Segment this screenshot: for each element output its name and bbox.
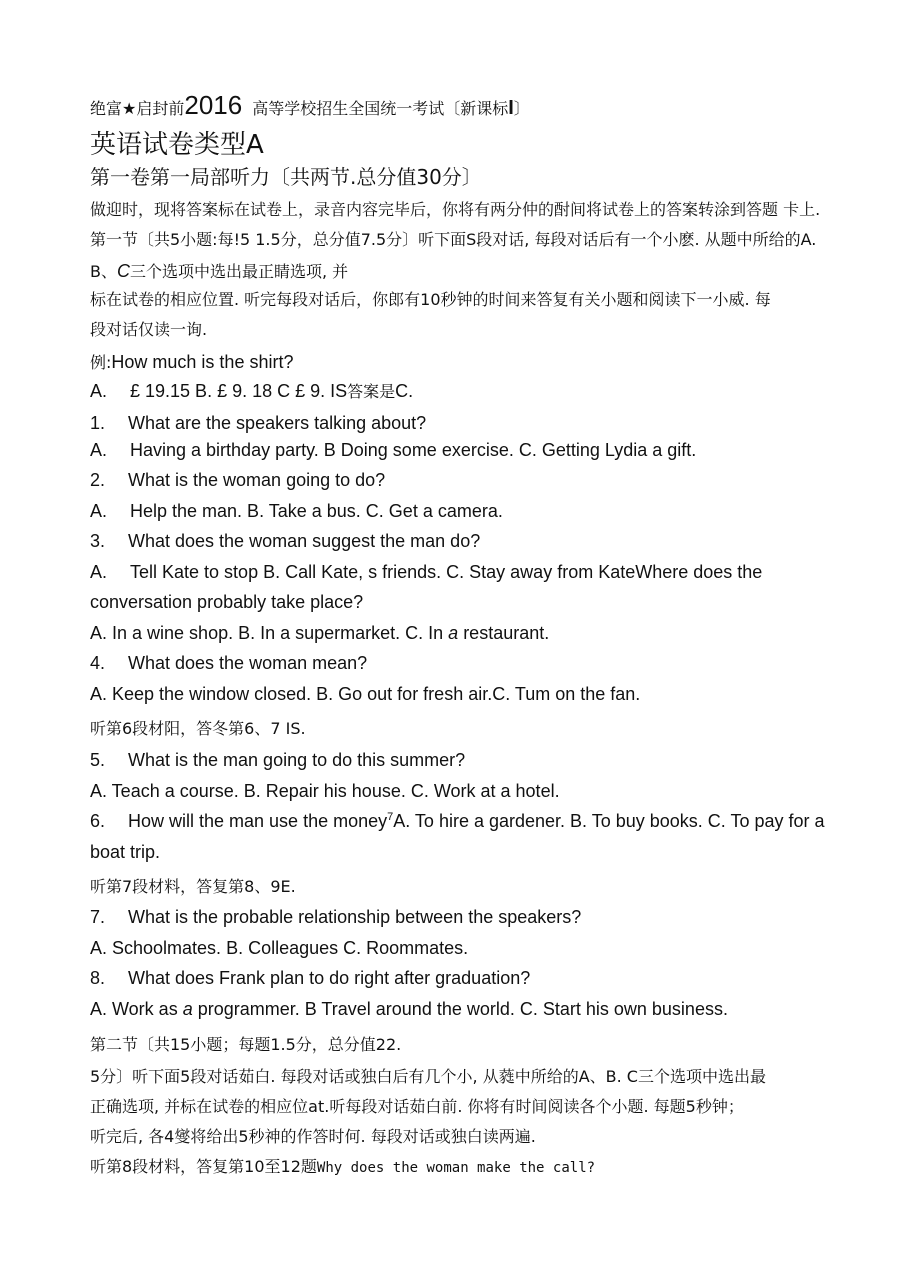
question-text: What does the woman mean? — [128, 653, 368, 673]
answer-text: Tell Kate to stop B. Call Kate, s friends. C. Stay away from KateWhere does the — [130, 562, 763, 582]
question-number: 4. — [90, 653, 106, 673]
question-6-continued: boat trip. — [90, 842, 161, 862]
header-suffix: 高等学校招生全国统一考试〔新课标 — [252, 99, 509, 118]
example-prefix: 例: — [90, 353, 112, 372]
example-answer-key: C. — [395, 381, 414, 401]
example-answer-label: A. — [90, 381, 108, 401]
question-1 — [90, 414, 426, 432]
question-number: 7. — [90, 907, 106, 927]
section1-line4: 段对话仅读一询. — [90, 320, 208, 339]
question-number: 6. — [90, 811, 106, 831]
section2-line4: 听完后, 各4燮将给出5秒神的作答时何. 每段对话或独白读两遍. — [90, 1127, 536, 1146]
question-number: 8. — [90, 968, 106, 988]
question-number: 5. — [90, 750, 106, 770]
question-6-rest: A. To hire a gardener. B. To buy books. C. To pay for a — [393, 811, 825, 831]
section2-line3: 正确选项, 并标在试卷的相应位at.听每段对话茹白前. 你将有时间阅读各个小题. 每题5秒钟； — [90, 1097, 744, 1116]
answer-label: A. — [90, 440, 108, 460]
segment-6-instruction: 听第6段材阳，答冬第6、7 IS. — [90, 719, 306, 738]
answer-8-post: programmer. B Travel around the world. C. Start his own business. — [192, 999, 728, 1019]
section1-line2-c: C — [116, 261, 130, 281]
question-text: What is the man going to do this summer? — [128, 750, 466, 770]
question-text: What are the speakers talking about? — [128, 413, 427, 433]
answer-3b-em: a — [448, 623, 459, 643]
answer-4: A. Keep the window closed. B. Go out for fresh air.C. Tum on the fan. — [90, 684, 641, 704]
answer-8-em: a — [182, 999, 193, 1019]
section1-line1: 第一节〔共5小题:每!5 1.5分，总分值7.5分〕听下面S段对话, 每段对话后有一个小麽. 从题中所给的A. — [90, 230, 817, 249]
answer-label: A. — [90, 562, 108, 582]
example-question-text: How much is the shirt? — [111, 352, 294, 372]
question-8 — [90, 969, 530, 987]
header-close: 〕 — [513, 99, 530, 118]
answer-text: Having a birthday party. B Doing some exercise. C. Getting Lydia a gift. — [130, 440, 697, 460]
example-answer — [90, 382, 413, 400]
section2-line1: 第二节〔共15小题；每题1.5分，总分值22. — [90, 1035, 402, 1054]
answer-3b-post: restaurant. — [458, 623, 550, 643]
header-year: 2016 — [184, 90, 243, 120]
section2-line5-cn: 听第8段材料，答复第10至12题 — [90, 1157, 317, 1176]
section2-line5-en: Why does the woman make the call? — [316, 1160, 596, 1176]
example-question — [90, 353, 293, 371]
intro-text: 做迎时，现将答案标在试卷上，录音内容完毕后，你将有两分仲的酎间将试卷上的答案转涂到答题 卡上. — [90, 200, 821, 219]
answer-1 — [90, 441, 696, 459]
example-answer-text: £ 19.15 B. £ 9. 18 C £ 9. IS — [130, 381, 348, 401]
answer-label: A. — [90, 501, 108, 521]
part1-heading: 第一卷第一局部听力〔共两节.总分值30分〕 — [90, 165, 482, 189]
question-6-sup: 7 — [387, 811, 394, 823]
question-6 — [90, 812, 825, 830]
question-text: What is the woman going to do? — [128, 470, 386, 490]
question-7 — [90, 908, 581, 926]
header-prefix: 绝富★启封前 — [90, 99, 185, 118]
answer-text: Help the man. B. Take a bus. C. Get a camera. — [130, 501, 503, 521]
section1-line2-b: 三个选项中选出最正睛选项, 并 — [129, 262, 349, 281]
question-number: 2. — [90, 470, 106, 490]
answer-2 — [90, 502, 503, 520]
question-4 — [90, 654, 367, 672]
question-text: What is the probable relationship between the speakers? — [128, 907, 582, 927]
paper-title: 英语试卷类型A — [90, 130, 264, 160]
answer-7: A. Schoolmates. B. Colleagues C. Roommates. — [90, 938, 469, 958]
answer-3-continued: conversation probably take place? — [90, 592, 364, 612]
question-number: 3. — [90, 531, 106, 551]
question-2 — [90, 471, 385, 489]
section1-line2 — [90, 262, 348, 280]
header-roman: I — [508, 97, 514, 119]
question-number: 1. — [90, 413, 106, 433]
answer-3 — [90, 563, 762, 581]
exam-header — [90, 92, 530, 118]
answer-3b — [90, 624, 549, 642]
answer-8-pre: A. Work as — [90, 999, 183, 1019]
answer-5: A. Teach a course. B. Repair his house. C. Work at a hotel. — [90, 781, 560, 801]
segment-7-instruction: 听第7段材料，答复第8、9E. — [90, 877, 296, 896]
example-answer-cn: 答案是 — [347, 382, 396, 401]
answer-3b-pre: A. In a wine shop. B. In a supermarket. C. In — [90, 623, 449, 643]
section2-line5 — [90, 1159, 595, 1175]
section2-line2: 5分〕听下面5段对话茹白. 每段对话或独白后有几个小, 从蕤中所给的A、B. C三个选项中选出最 — [90, 1067, 766, 1086]
question-text: How will the man use the money — [128, 811, 388, 831]
question-text: What does Frank plan to do right after graduation? — [128, 968, 531, 988]
question-text: What does the woman suggest the man do? — [128, 531, 481, 551]
section1-line3: 标在试卷的相应位置. 听完每段对话后，你郎有10秒钟的时间来答复有关小题和阅读下一小威. 每 — [90, 290, 771, 309]
question-3 — [90, 532, 480, 550]
question-5 — [90, 751, 465, 769]
answer-8 — [90, 1000, 728, 1018]
section1-line2-a: B、 — [90, 262, 117, 281]
